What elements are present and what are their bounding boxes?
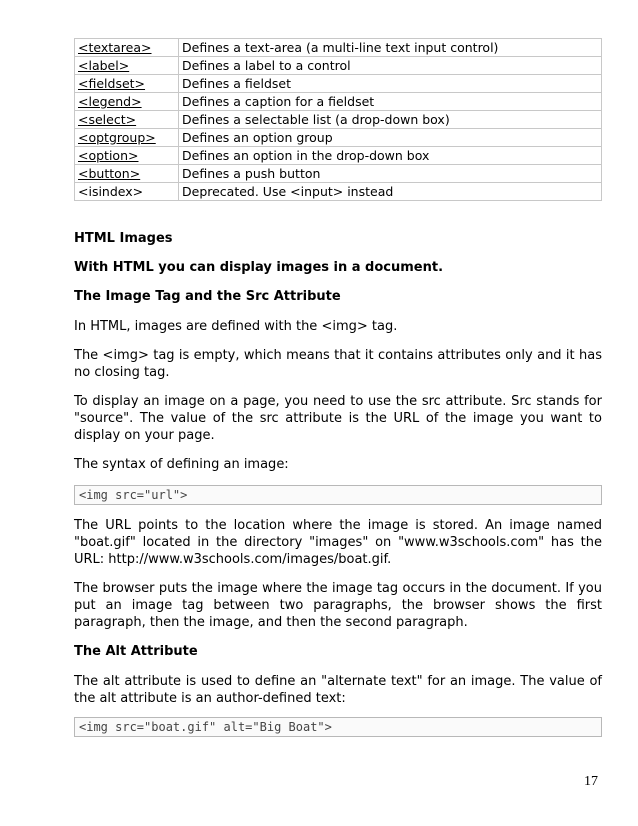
table-row bbox=[75, 57, 602, 75]
table-row bbox=[75, 183, 602, 201]
tag-description: Defines a push button bbox=[179, 165, 602, 183]
code-block: <img src="boat.gif" alt="Big Boat"> bbox=[74, 717, 602, 737]
section-subheading: With HTML you can display images in a document. bbox=[74, 260, 444, 275]
table-row bbox=[75, 93, 602, 111]
table-row bbox=[75, 147, 602, 165]
paragraph: The <img> tag is empty, which means that it contains attributes only and it has no closing tag. bbox=[74, 348, 602, 380]
tag-link[interactable]: <option> bbox=[78, 148, 139, 163]
section-heading-alt-attribute: The Alt Attribute bbox=[74, 644, 198, 659]
paragraph: The alt attribute is used to define an "alternate text" for an image. The value of the alt attribute is an author-defined text: bbox=[74, 674, 602, 706]
tag-link[interactable]: <select> bbox=[78, 112, 137, 127]
table-row bbox=[75, 39, 602, 57]
paragraph: The URL points to the location where the image is stored. An image named "boat.gif" located in the directory "images" on "www.w3schools.com" has the URL: http://www.w3schools.com/images/boat.gif. bbox=[74, 518, 602, 567]
tag-link[interactable]: <textarea> bbox=[78, 40, 152, 55]
paragraph: The syntax of defining an image: bbox=[74, 457, 289, 472]
paragraph: The browser puts the image where the image tag occurs in the document. If you put an image tag between two paragraphs, the browser shows the first paragraph, then the image, and then the second paragraph. bbox=[74, 581, 602, 630]
tag-description: Defines a selectable list (a drop-down box) bbox=[179, 111, 602, 129]
tag-description: Defines an option in the drop-down box bbox=[179, 147, 602, 165]
table-row bbox=[75, 111, 602, 129]
tag-description: Defines a fieldset bbox=[179, 75, 602, 93]
tag-description: Deprecated. Use <input> instead bbox=[179, 183, 602, 201]
tag-table bbox=[74, 38, 602, 201]
paragraph: In HTML, images are defined with the <img> tag. bbox=[74, 319, 398, 334]
table-row bbox=[75, 165, 602, 183]
tag-link[interactable]: <fieldset> bbox=[78, 76, 146, 91]
code-block: <img src="url"> bbox=[74, 485, 602, 505]
section-heading-img-tag: The Image Tag and the Src Attribute bbox=[74, 289, 341, 304]
tag-link[interactable]: <button> bbox=[78, 166, 141, 181]
tag-description: Defines a caption for a fieldset bbox=[179, 93, 602, 111]
page-number: 17 bbox=[584, 774, 598, 789]
tag-description: Defines a label to a control bbox=[179, 57, 602, 75]
table-row bbox=[75, 129, 602, 147]
section-heading-html-images: HTML Images bbox=[74, 231, 173, 246]
tag-description: Defines a text-area (a multi-line text input control) bbox=[179, 39, 602, 57]
paragraph: To display an image on a page, you need to use the src attribute. Src stands for "source". The value of the src attribute is the URL of the image you want to display on your page. bbox=[74, 394, 602, 443]
document-page bbox=[74, 38, 602, 737]
tag-link[interactable]: <legend> bbox=[78, 94, 142, 109]
table-row bbox=[75, 75, 602, 93]
tag-name: <isindex> bbox=[78, 184, 144, 199]
tag-description: Defines an option group bbox=[179, 129, 602, 147]
tag-link[interactable]: <label> bbox=[78, 58, 130, 73]
tag-link[interactable]: <optgroup> bbox=[78, 130, 156, 145]
